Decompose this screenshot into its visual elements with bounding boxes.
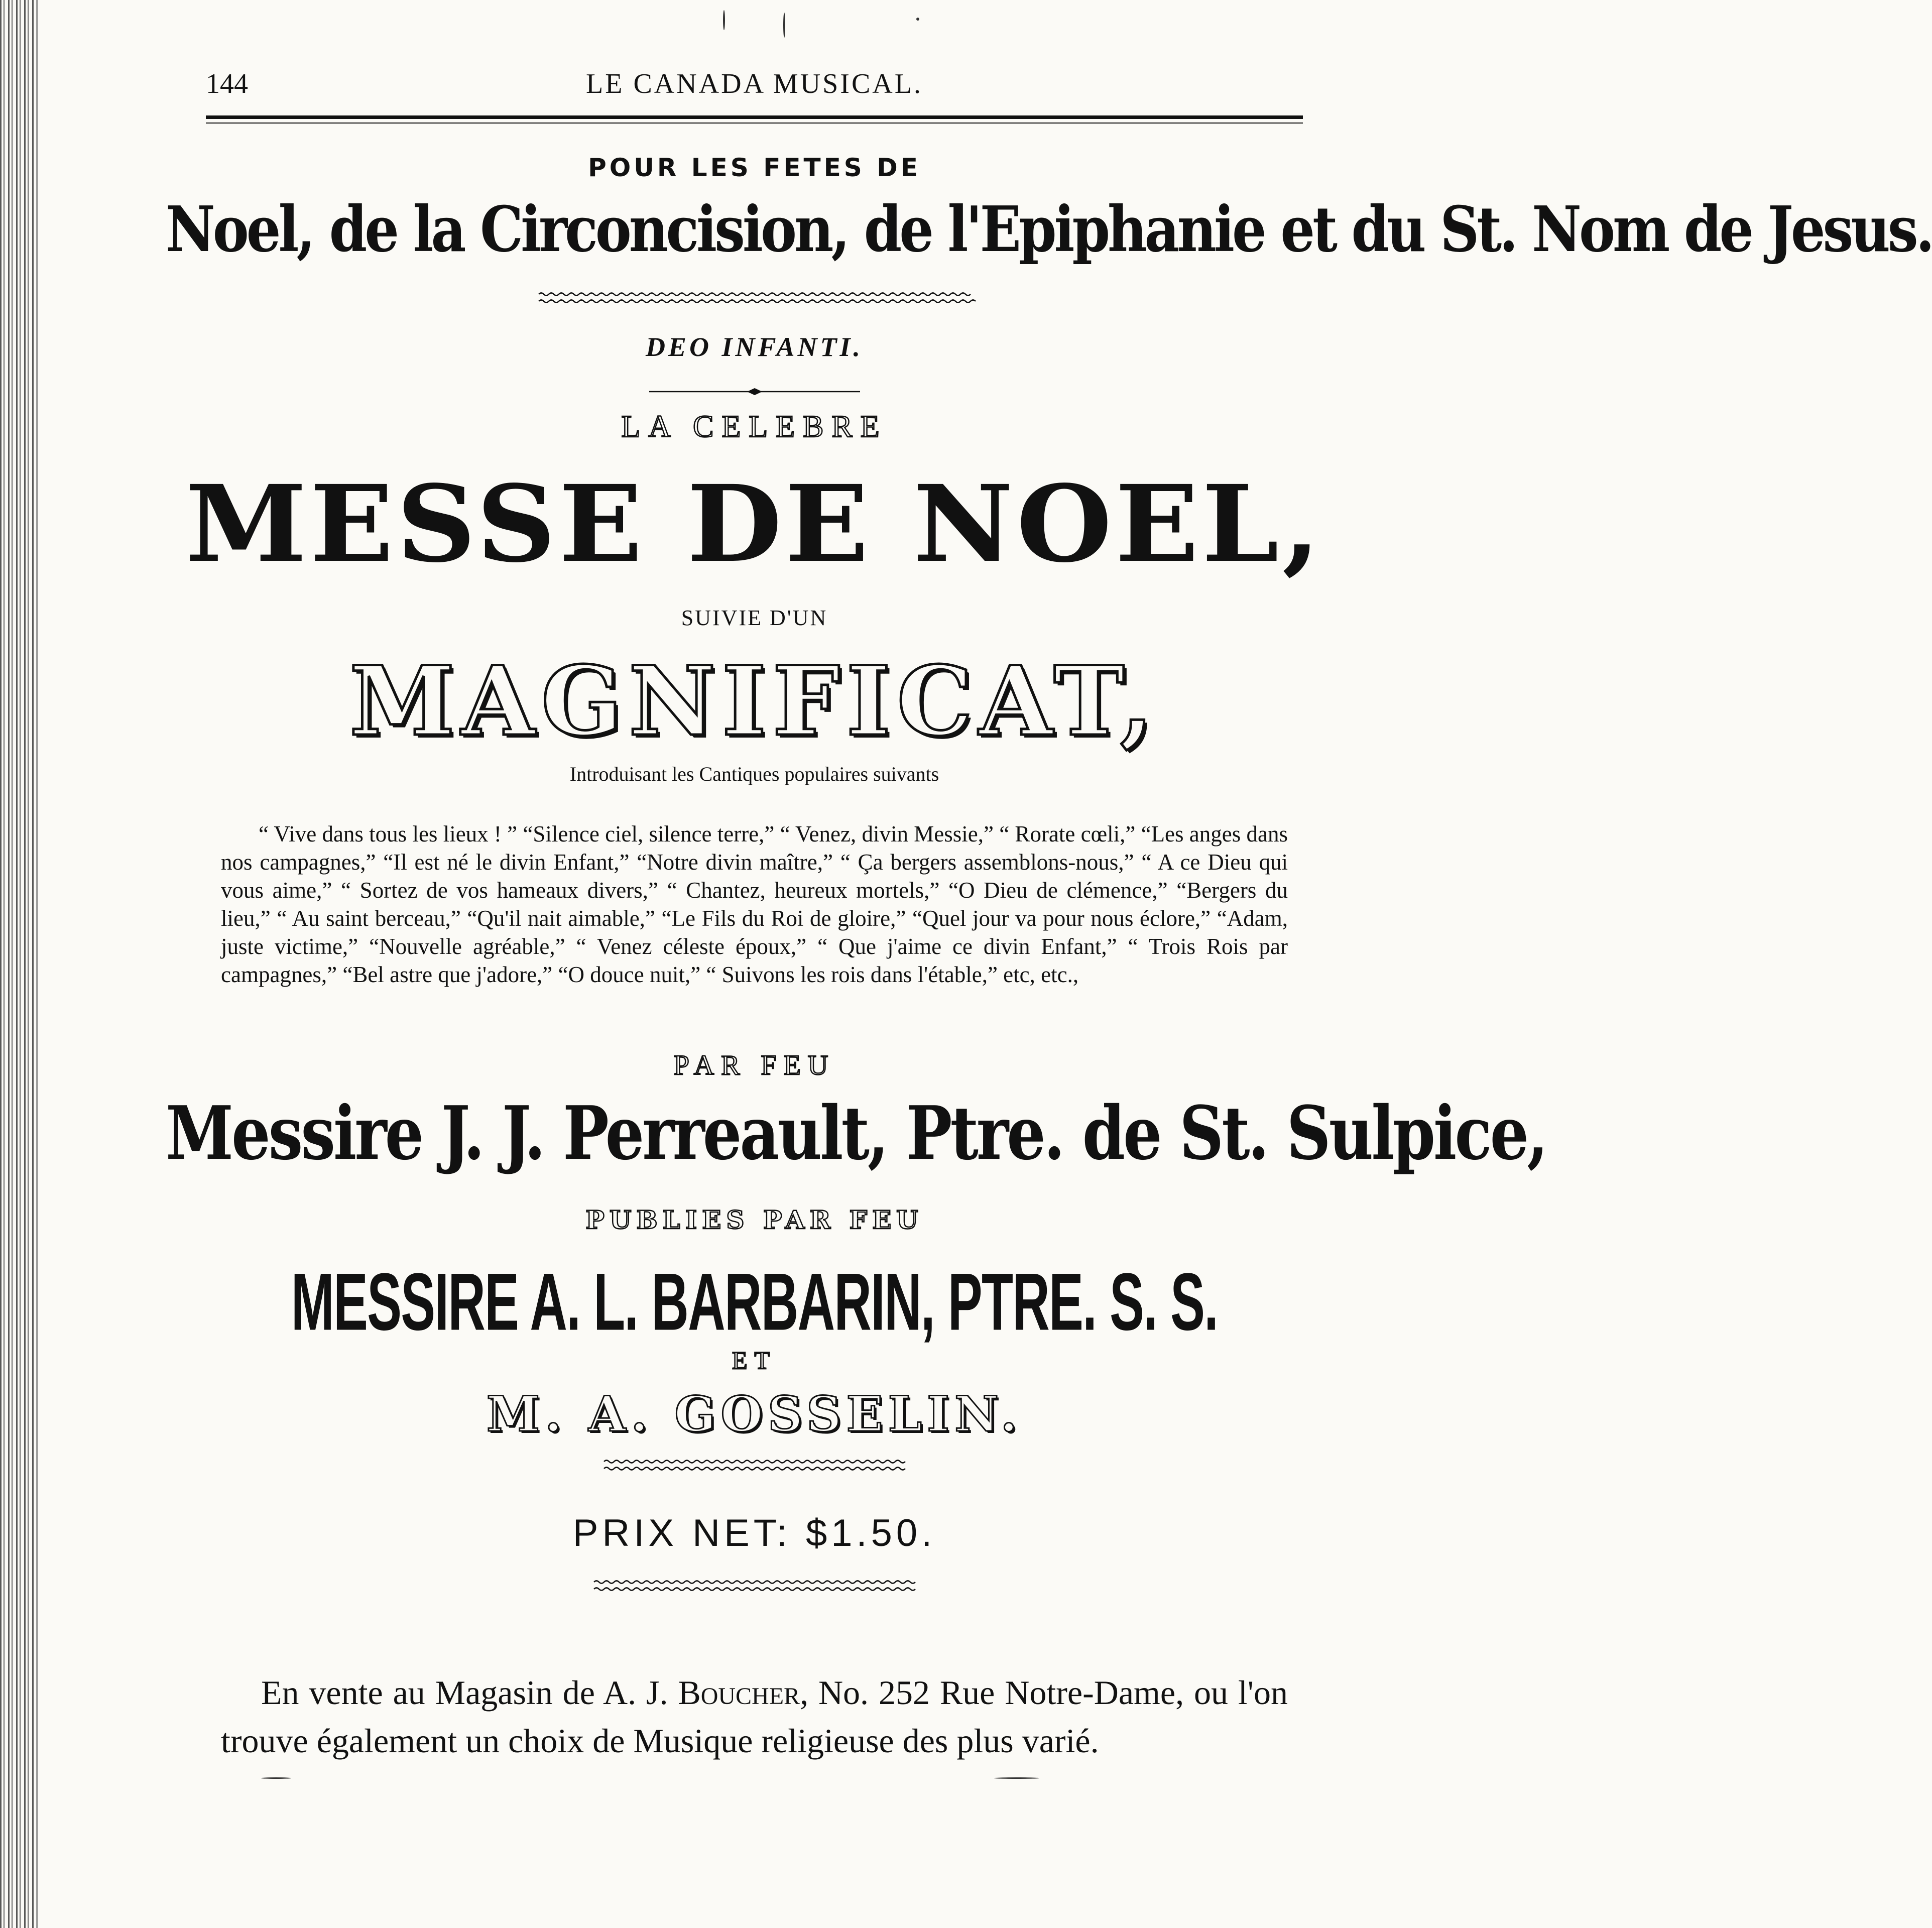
connector-line: SUIVIE D'UN (681, 606, 828, 630)
occasion-heading: POUR LES FETES DE (588, 153, 921, 182)
print-speck (916, 18, 919, 21)
feast-title: Noel, de la Circoncision, de l'Epiphanie et du St. Nom de Jesus. (166, 193, 1932, 266)
subtitle-la-celebre: LA CELEBRE (621, 410, 888, 444)
mass-title: MESSE DE NOEL, (185, 462, 1323, 586)
journal-title: LE CANADA MUSICAL. (586, 68, 923, 99)
conjunction-et: ET (732, 1346, 777, 1374)
editor-name: MESSIRE A. L. BARBARIN, PTRE. S. S. (291, 1256, 1218, 1348)
sales-note-before: En vente au Magasin de A. J. (261, 1673, 678, 1712)
intro-line: Introduisant les Cantiques populaires suivants (569, 763, 939, 785)
sales-note-after: , No. 252 Rue Notre-Dame, ou l'on trouve également un choix de Musique religieuse des plus varié. (221, 1673, 1288, 1760)
ornament-rule (649, 387, 860, 397)
binding-gutter-line (36, 0, 38, 1928)
merchant-name: Boucher (678, 1673, 800, 1712)
header-rule-thin (206, 123, 1303, 124)
hymn-list-paragraph: “ Vive dans tous les lieux ! ” “Silence ciel, silence terre,” “ Venez, divin Messie,” “ Rorate cœli,” “Les anges dans nos campagnes,” “Il est né le divin Enfant,” “Notre divin maître,” “ Ça bergers assemblons-nous,” “ A ce Dieu qui vous aime,” “ Sortez de vos hameaux divers,” “ Chantez, heureux mortels,” “O Dieu de clémence,” “Bergers du lieu,” “ Au saint berceau,” “Qu'il nait aimable,” “Le Fils du Roi de gloire,” “Quel jour va pour nous éclore,” “Adam, juste victime,” “Nouvelle agréable,” “ Venez céleste époux,” “ Que j'aime ce divin Enfant,” “ Trois Rois par campagnes,” “Bel astre que j'adore,” “O douce nuit,” “ Suivons les rois dans l'étable,” etc, etc., (221, 821, 1288, 987)
print-speck (994, 1777, 1039, 1779)
publisher-label: PUBLIES PAR FEU (585, 1205, 923, 1235)
magnificat-title: MAGNIFICAT, (349, 645, 1160, 757)
print-speck (261, 1777, 291, 1779)
wavy-rule-2 (604, 1459, 905, 1473)
print-speck (783, 13, 785, 38)
wavy-rule-1 (539, 291, 971, 305)
composer-name: Messire J. J. Perreault, Ptre. de St. Sulpice, (166, 1090, 1546, 1176)
binding-edge (0, 0, 35, 1928)
header-rule-thick (206, 115, 1303, 119)
wavy-rule-3 (594, 1579, 915, 1593)
sales-note (221, 1668, 1288, 1765)
second-editor-name: M. A. GOSSELIN. (486, 1386, 1023, 1442)
price: PRIX NET: $1.50. (572, 1512, 936, 1554)
dedication: DEO INFANTI. (645, 332, 864, 362)
page-number: 144 (206, 68, 248, 99)
newspaper-page (166, 0, 1932, 1928)
print-speck (723, 10, 725, 30)
credit-label: PAR FEU (673, 1050, 835, 1081)
running-head (206, 68, 1303, 108)
